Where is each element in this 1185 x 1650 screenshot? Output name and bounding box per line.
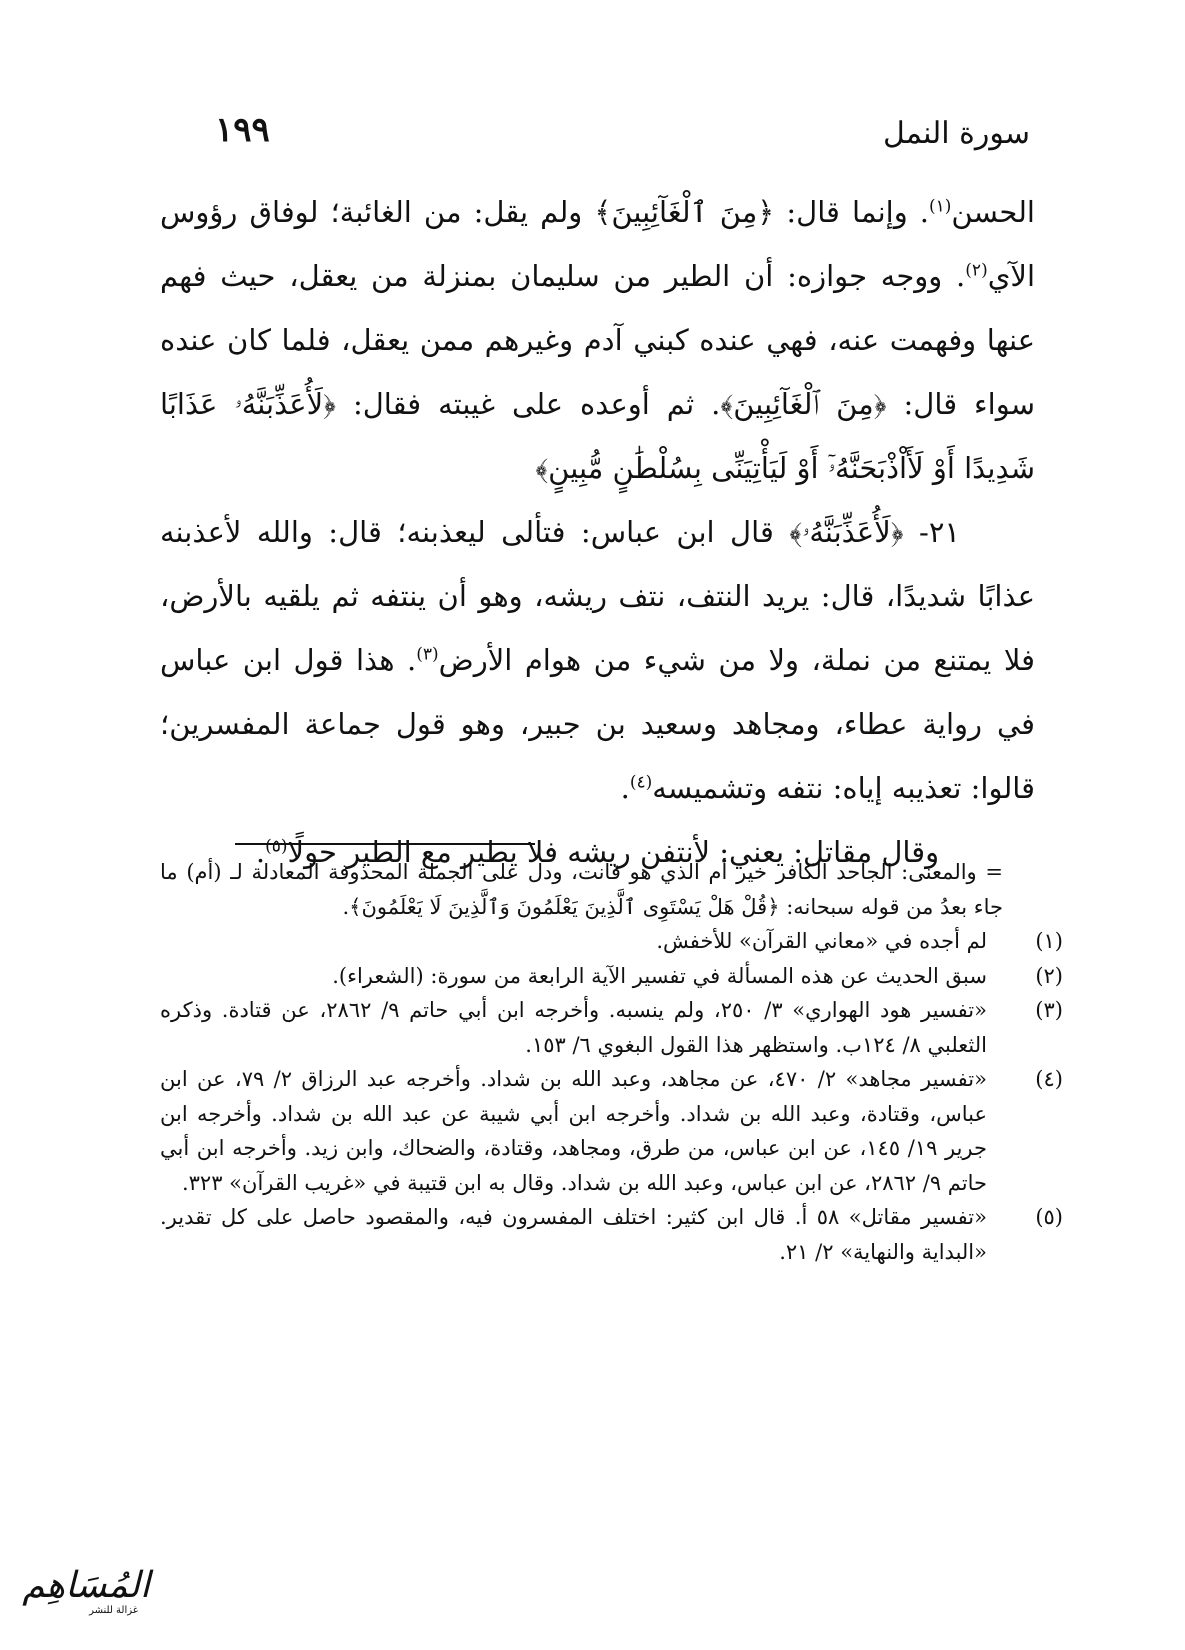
- paragraph-3: وقال مقاتل: يعني: لأنتفن ريشه فلا يطير مع الطير حولًا$^{(٥)}$.: [255, 835, 940, 869]
- page-header: [215, 110, 1030, 160]
- footnote-continuation: = والمعنى: الجاحد الكافر خير أم الذي هو قانت، ودل على الجملة المحذوفة المعادلة لـ (أم) ما جاء بعدُ من قوله سبحانه: ﴿قُلْ هَلْ يَسْتَوِى ٱلَّذِينَ يَعْلَمُونَ وَٱلَّذِينَ لَا يَعْلَمُونَ﴾.: [160, 860, 1003, 919]
- surah-title: سورة النمل: [883, 116, 1030, 151]
- footnote-ref-1: (١): [929, 196, 952, 217]
- footnote-4: (٤)«تفسير مجاهد» ٢/ ٤٧٠، عن مجاهد، وعبد الله بن شداد. وأخرجه عبد الرزاق ٢/ ٧٩، عن ابن عباس، وقتادة، وعبد الله بن شداد. وأخرجه ابن أبي شيبة عن عبد الله بن شداد. وأخرجه ابن جرير ١٩/ ١٤٥، عن ابن عباس، من طرق، ومجاهد، وقتادة، والضحاك، وابن زيد. وأخرجه ابن أبي حاتم ٩/ ٢٨٦٢، عن ابن عباس، وعبد الله بن شداد. وقال به ابن قتيبة في «غريب القرآن» ٣٢٣.: [160, 1062, 1025, 1200]
- footnote-number: (١): [1035, 929, 1063, 953]
- logo-subtitle: غزالة للنشر: [89, 1605, 138, 1616]
- footnote-1: (١)لم أجده في «معاني القرآن» للأخفش.: [160, 924, 1025, 959]
- paragraph-2: ٢١- ﴿لَأُعَذِّبَنَّهُۥ﴾ قال ابن عباس: فتألى ليعذبنه؛ قال: والله لأعذبنه عذابًا شديدًا، قال: يريد النتف، نتف ريشه، وهو أن ينتفه ثم يلقيه بالأرض، فلا يمتنع من نملة، ولا من شيء من هوام الأرض$^{(٣)}$. هذا قول ابن عباس في رواية عطاء، ومجاهد وسعيد بن جبير، وهو قول جماعة المفسرين؛ قالوا: تعذيبه إياه: نتفه وتشميسه$^{(٤)}$.: [160, 515, 1035, 805]
- footnote-number: (٢): [1035, 963, 1063, 988]
- verse-number: ٢١-: [903, 515, 960, 549]
- footnote-3: (٣)«تفسير هود الهواري» ٣/ ٢٥٠، ولم ينسبه. وأخرجه ابن أبي حاتم ٩/ ٢٨٦٢، عن قتادة. وذكره الثعلبي ٨/ ١٢٤ب. واستظهر هذا القول البغوي ٦/ ١٥٣.: [160, 993, 1025, 1062]
- footnote-5: (٥)«تفسير مقاتل» ٥٨ أ. قال ابن كثير: اختلف المفسرون فيه، والمقصود حاصل على كل تقدير. «البداية والنهاية» ٢/ ٢١.: [160, 1200, 1025, 1269]
- quran-quote: ﴿مِنَ ٱلْغَآئِبِينَ﴾: [720, 387, 887, 421]
- publisher-logo: [8, 1565, 158, 1623]
- quran-quote: ﴿لَأُعَذِّبَنَّهُۥ﴾: [789, 515, 904, 549]
- footnotes: [160, 855, 1063, 1269]
- footnote-number: (٤): [1035, 1067, 1063, 1091]
- footnote-number: (٥): [1035, 1205, 1063, 1229]
- logo-wordmark: المُسَاهِم: [22, 1565, 150, 1606]
- footnote-ref-3: (٣): [416, 644, 439, 665]
- quran-quote: ﴿مِنَ ٱلْغَآئِبِينَ﴾: [594, 195, 775, 229]
- quran-quote: ﴿لَأُعَذِّبَنَّهُۥ عَذَابًا شَدِيدًا أَوْ لَأَاْذْبَحَنَّهُۥٓ أَوْ لَيَأْتِيَنِّى بِسُلْطَٰنٍ مُّبِينٍ﴾: [160, 387, 1035, 485]
- page-number: ١٩٩: [215, 110, 270, 150]
- footnote-ref-4: (٤): [629, 772, 653, 793]
- footnote-2: (٢)سبق الحديث عن هذه المسألة في تفسير الآية الرابعة من سورة: (الشعراء).: [160, 959, 1025, 994]
- footnote-ref-2: (٢): [965, 260, 988, 281]
- footnote-number: (٣): [1035, 998, 1063, 1022]
- footnote-ref-5: (٥): [265, 836, 288, 857]
- quran-quote: ﴿قُلْ هَلْ يَسْتَوِى ٱلَّذِينَ يَعْلَمُونَ وَٱلَّذِينَ لَا يَعْلَمُونَ﴾: [349, 894, 780, 919]
- footnote-separator: [235, 843, 535, 845]
- paragraph-1: الحسن$^{(١)}$. وإنما قال: ﴿مِنَ ٱلْغَآئِبِينَ﴾ ولم يقل: من الغائبة؛ لوفاق رؤوس الآي$^{(٢)}$. ووجه جوازه: أن الطير من سليمان بمنزلة من يعقل، حيث فهم عنها وفهمت عنه، فهي عنده كبني آدم وغيرهم ممن يعقل، فلما كان عنده سواء قال: ﴿مِنَ ٱلْغَآئِبِينَ﴾. ثم أوعده على غيبته فقال: ﴿لَأُعَذِّبَنَّهُۥ عَذَابًا شَدِيدًا أَوْ لَأَاْذْبَحَنَّهُۥٓ أَوْ لَيَأْتِيَنِّى بِسُلْطَٰنٍ مُّبِينٍ﴾: [160, 195, 1035, 485]
- main-text: [160, 180, 1035, 884]
